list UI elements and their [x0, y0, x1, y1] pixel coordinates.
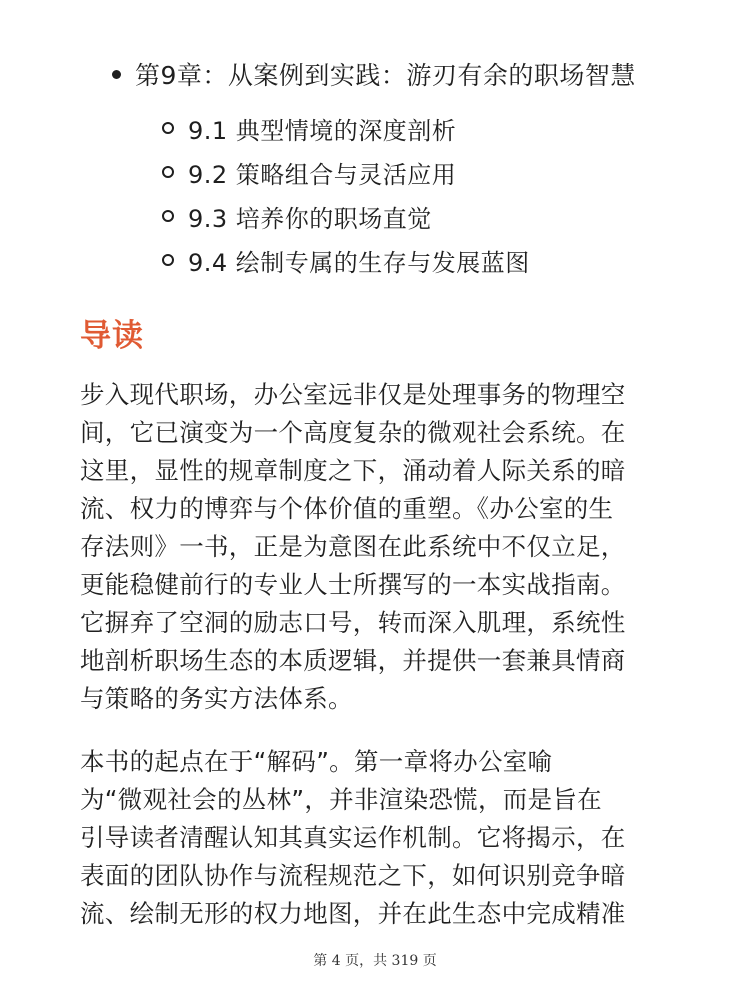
paragraph-line: 流、权力的博弈与个体价值的重塑。《办公室的生	[80, 494, 614, 523]
paragraph-line: 步入现代职场，办公室远非仅是处理事务的物理空	[80, 380, 626, 409]
toc-chapter-title: 第9章：从案例到实践：游刃有余的职场智慧	[135, 61, 636, 90]
paragraph-line: 存法则》一书，正是为意图在此系统中不仅立足，	[80, 532, 626, 561]
intro-paragraph	[80, 376, 672, 718]
toc-section-title: 9.3 培养你的职场直觉	[188, 204, 432, 233]
paragraph-line: 更能稳健前行的专业人士所撰写的一本实战指南。	[80, 570, 626, 599]
paragraph-line: 为“微观社会的丛林”，并非渲染恐慌，而是旨在	[80, 785, 602, 814]
paragraph-line: 表面的团队协作与流程规范之下，如何识别竞争暗	[80, 861, 626, 890]
toc-section-title: 9.4 绘制专属的生存与发展蓝图	[188, 248, 530, 277]
section-heading: 导读	[80, 318, 144, 354]
page-number-footer: 第 4 页，共 319 页	[313, 953, 437, 969]
intro-paragraph	[80, 743, 672, 933]
paragraph-line: 与策略的务实方法体系。	[80, 684, 353, 713]
toc-section-title: 9.1 典型情境的深度剖析	[188, 116, 457, 145]
paragraph-line: 这里，显性的规章制度之下，涌动着人际关系的暗	[80, 456, 626, 485]
toc-section-list	[162, 106, 530, 282]
circle-bullet-icon	[162, 166, 174, 178]
circle-bullet-icon	[162, 122, 174, 134]
paragraph-line: 本书的起点在于“解码”。第一章将办公室喻	[80, 747, 553, 776]
paragraph-line: 它摒弃了空洞的励志口号，转而深入肌理，系统性	[80, 608, 626, 637]
bullet-dot-icon	[112, 70, 121, 79]
toc-section-item	[162, 194, 530, 238]
circle-bullet-icon	[162, 210, 174, 222]
paragraph-line: 流、绘制无形的权力地图，并在此生态中完成精准	[80, 899, 626, 928]
toc-section-item	[162, 238, 530, 282]
toc-section-item	[162, 150, 530, 194]
paragraph-line: 引导读者清醒认知其真实运作机制。它将揭示，在	[80, 823, 626, 852]
paragraph-line: 间，它已演变为一个高度复杂的微观社会系统。在	[80, 418, 626, 447]
toc-section-item	[162, 106, 530, 150]
paragraph-line: 地剖析职场生态的本质逻辑，并提供一套兼具情商	[80, 646, 626, 675]
toc-chapter-item	[112, 54, 636, 94]
toc-section-title: 9.2 策略组合与灵活应用	[188, 160, 457, 189]
circle-bullet-icon	[162, 254, 174, 266]
